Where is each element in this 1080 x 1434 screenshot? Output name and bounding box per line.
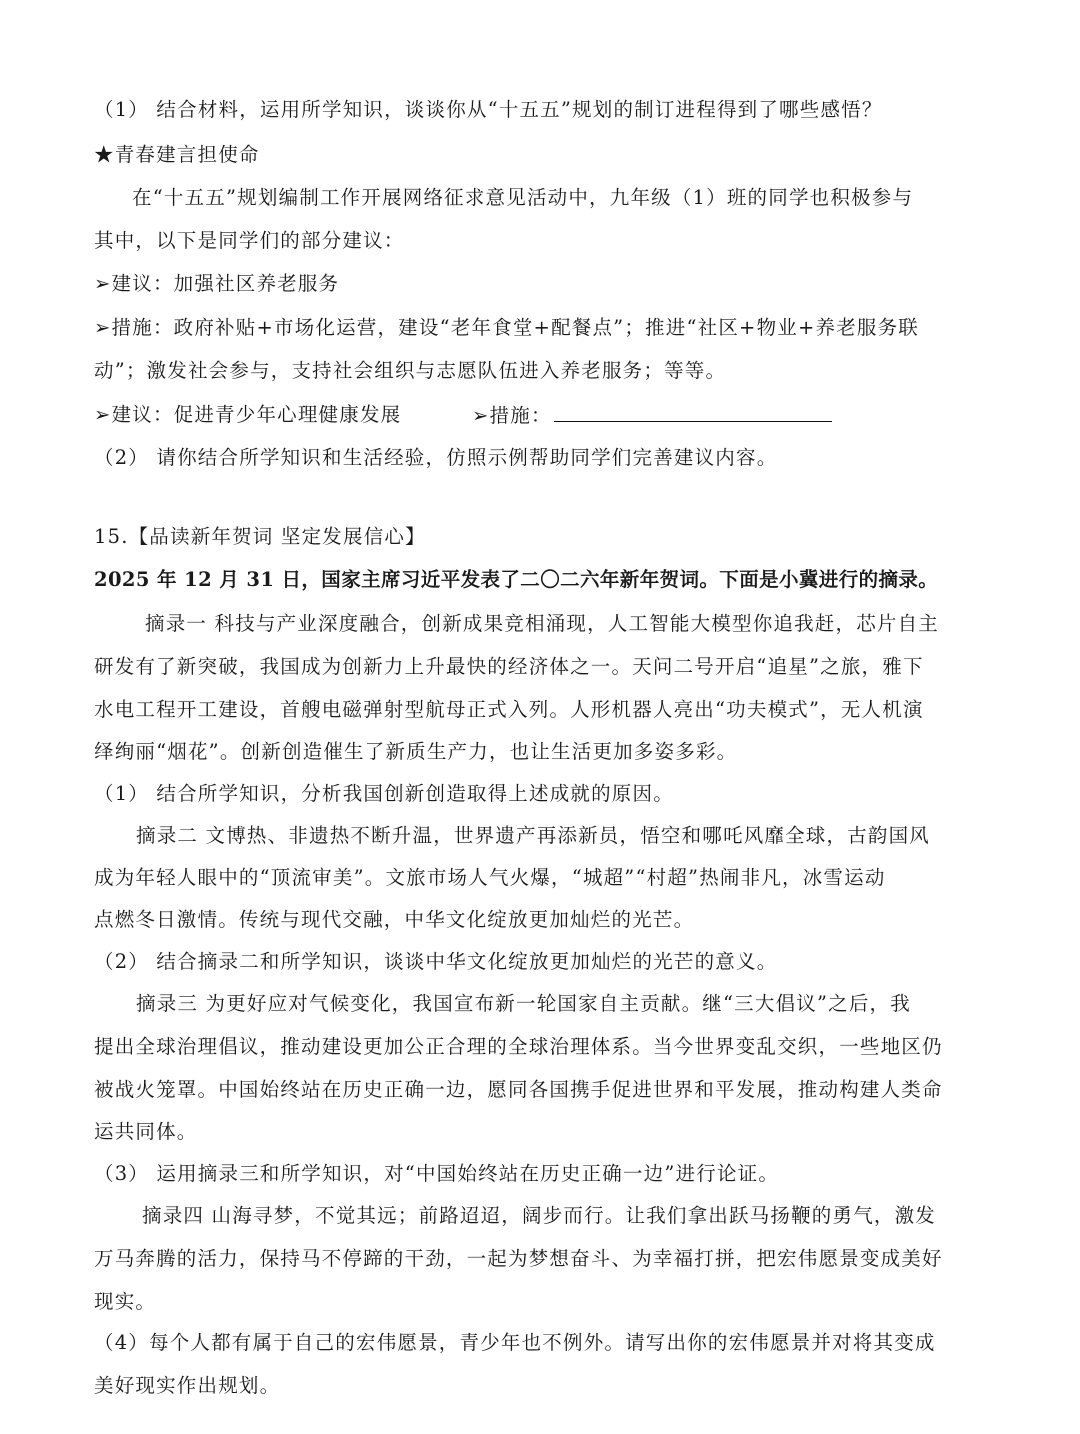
sub-question-1: （1） 结合所学知识，分析我国创新创造取得上述成就的原因。 (94, 782, 674, 805)
excerpt-4-line-1: 摘录四 山海寻梦，不觉其远；前路迢迢，阔步而行。让我们拿出跃马扬鞭的勇气，激发 (142, 1204, 936, 1227)
intro-paragraph-line-2: 其中，以下是同学们的部分建议： (94, 229, 405, 252)
measure-1-line-1: ➢措施：政府补贴+市场化运营，建设“老年食堂+配餐点”；推进“社区+物业+养老服务联 (94, 316, 920, 339)
intro-paragraph-line-1: 在“十五五”规划编制工作开展网络征求意见活动中，九年级（1）班的同学也积极参与 (132, 186, 914, 209)
question-2-prompt: （2） 请你结合所学知识和生活经验，仿照示例帮助同学们完善建议内容。 (94, 446, 778, 469)
question-1-prompt: （1） 结合材料，运用所学知识，谈谈你从“十五五”规划的制订进程得到了哪些感悟？ (94, 98, 883, 121)
measure-2-row (472, 401, 832, 430)
excerpt-3-line-2: 提出全球治理倡议，推动建设更加公正合理的全球治理体系。当今世界变乱交织，一些地区仍 (94, 1035, 943, 1058)
lead-sentence: 2025 年 12 月 31 日，国家主席习近平发表了二〇二六年新年贺词。下面是小冀进行的摘录。 (94, 568, 939, 591)
measure-1-line-2: 动”；激发社会参与，支持社会组织与志愿队伍进入养老服务；等等。 (94, 359, 727, 382)
answer-blank-line[interactable] (554, 401, 832, 422)
excerpt-1-line-4: 绎绚丽“烟花”。创新创造催生了新质生产力，也让生活更加多姿多彩。 (94, 740, 738, 763)
excerpt-3-line-4: 运共同体。 (94, 1120, 198, 1143)
excerpt-3-line-1: 摘录三 为更好应对气候变化，我国宣布新一轮国家自主贡献。继“三大倡议”之后，我 (136, 992, 911, 1015)
excerpt-2-line-3: 点燃冬日激情。传统与现代交融，中华文化绽放更加灿烂的光芒。 (94, 908, 695, 931)
measure-2-label: ➢措施： (472, 404, 552, 427)
sub-question-4-line-1: （4）每个人都有属于自己的宏伟愿景，青少年也不例外。请写出你的宏伟愿景并对将其变成 (94, 1331, 936, 1354)
section-title: ★青春建言担使命 (94, 143, 260, 166)
excerpt-4-line-3: 现实。 (94, 1290, 157, 1313)
excerpt-1-line-2: 研发有了新突破，我国成为创新力上升最快的经济体之一。天问二号开启“追星”之旅，雅下 (94, 655, 924, 678)
excerpt-1-line-1: 摘录一 科技与产业深度融合，创新成果竞相涌现，人工智能大模型你追我赶，芯片自主 (145, 612, 939, 635)
suggestion-2: ➢建议：促进青少年心理健康发展 (94, 403, 402, 426)
excerpt-2-line-1: 摘录二 文博热、非遗热不断升温，世界遗产再添新员，悟空和哪吒风靡全球，古韵国风 (136, 824, 930, 847)
excerpt-1-line-3: 水电工程开工建设，首艘电磁弹射型航母正式入列。人形机器人亮出“功夫模式”，无人机演 (94, 698, 924, 721)
sub-question-2: （2） 结合摘录二和所学知识，谈谈中华文化绽放更加灿烂的光芒的意义。 (94, 950, 778, 973)
question-15-heading: 15.【品读新年贺词 坚定发展信心】 (94, 525, 426, 548)
excerpt-4-line-2: 万马奔腾的活力，保持马不停蹄的干劲，一起为梦想奋斗、为幸福打拼，把宏伟愿景变成美好 (94, 1247, 943, 1270)
sub-question-3: （3） 运用摘录三和所学知识，对“中国始终站在历史正确一边”进行论证。 (94, 1162, 780, 1185)
excerpt-3-line-3: 被战火笼罩。中国始终站在历史正确一边，愿同各国携手促进世界和平发展，推动构建人类命 (94, 1078, 943, 1101)
sub-question-4-line-2: 美好现实作出规划。 (94, 1374, 281, 1397)
excerpt-2-line-2: 成为年轻人眼中的“顶流审美”。文旅市场人气火爆，“城超”“村超”热闹非凡，冰雪运动 (94, 866, 886, 889)
suggestion-1: ➢建议：加强社区养老服务 (94, 272, 340, 295)
